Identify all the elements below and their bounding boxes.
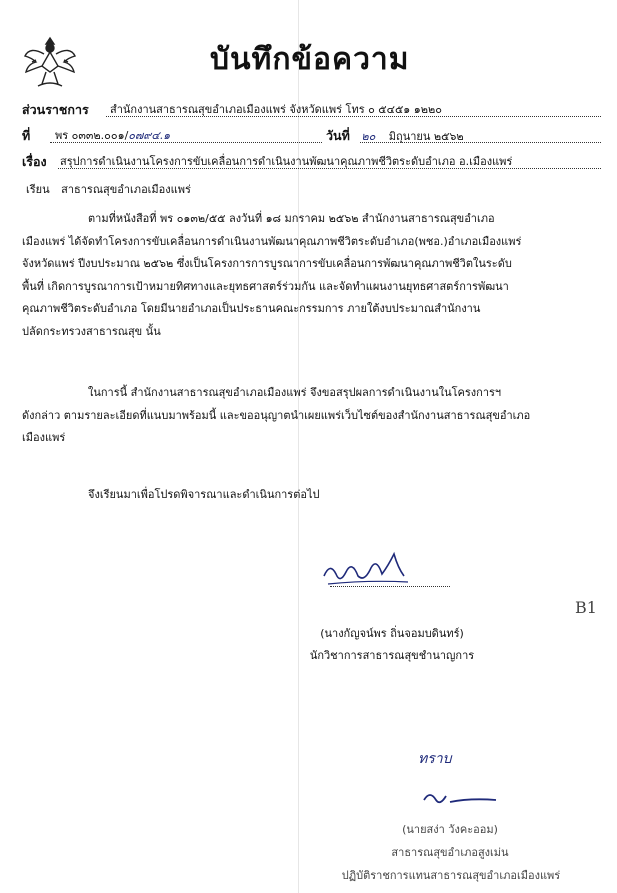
- signature-2-position-2: ปฏิบัติราชการแทนสาธารณสุขอำเภอเมืองแพร่: [341, 869, 561, 882]
- signature-2-name: (นายสง่า วังคะออม): [402, 823, 498, 836]
- to-value: สาธารณสุขอำเภอเมืองแพร่: [61, 183, 191, 196]
- paragraph-1-line: จังหวัดแพร่ ปีงบประมาณ ๒๕๖๒ ซึ่งเป็นโครงการการบูรณาการขับเคลื่อนการพัฒนาคุณภาพชีวิตในระดับ: [22, 257, 512, 270]
- paragraph-1-line: ปลัดกระทรวงสาธารณสุข นั้น: [22, 324, 161, 338]
- paragraph-1-line: เมืองแพร่ ได้จัดทำโครงการขับเคลื่อนการดำเนินงานพัฒนาคุณภาพชีวิตระดับอำเภอ(พชอ.)อำเภอเมืองแพร่: [22, 234, 522, 248]
- margin-note: B1: [575, 598, 597, 617]
- signature-2-position-1: สาธารณสุขอำเภอสูงเม่น: [391, 846, 509, 859]
- paragraph-1-line: พื้นที่ เกิดการบูรณาการเป้าหมายทิศทางและยุทธศาสตร์ร่วมกัน และจัดทำแผนงานยุทธศาสตร์การพัฒนา: [22, 279, 509, 293]
- date-label: วันที่: [326, 128, 350, 143]
- signature-1-position: นักวิชาการสาธารณสุขชำนาญการ: [309, 649, 475, 662]
- signature-1-scribble: [318, 546, 428, 590]
- subject-label: เรื่อง: [22, 154, 47, 169]
- garuda-emblem-icon: [22, 32, 78, 92]
- subject-value: สรุปการดำเนินงานโครงการขับเคลื่อนการดำเนินงานพัฒนาคุณภาพชีวิตระดับอำเภอ อ.เมืองแพร่: [60, 155, 513, 168]
- signature-1-name: (นางกัญจน์พร ถิ่นจอมบดินทร์): [320, 627, 464, 640]
- subject-underline: [58, 168, 601, 169]
- signature-2-scribble: [420, 786, 500, 810]
- date-underline: [360, 142, 601, 143]
- agency-label: ส่วนราชการ: [22, 102, 89, 117]
- paragraph-1-line: ตามที่หนังสือที่ พร ๐๑๓๒/๕๕ ลงวันที่ ๑๘ มกราคม ๒๕๖๒ สำนักงานสาธารณสุขอำเภอ: [88, 212, 495, 225]
- paragraph-2-line: เมืองแพร่: [22, 431, 66, 444]
- paragraph-2-line: ดังกล่าว ตามรายละเอียดที่แนบมาพร้อมนี้ และขออนุญาตนำเผยแพร่เว็บไซต์ของสำนักงานสาธารณสุขอำเภอ: [22, 408, 531, 422]
- paragraph-2-line: ในการนี้ สำนักงานสาธารณสุขอำเภอเมืองแพร่ จึงขอสรุปผลการดำเนินงานในโครงการฯ: [88, 386, 502, 399]
- to-label: เรียน: [26, 183, 50, 196]
- ref-underline: [50, 142, 322, 143]
- date-day: ๒๐: [361, 130, 376, 143]
- ref-value: พร ๐๓๓๒.๐๐๑/: [55, 129, 129, 142]
- ref-handwritten: ๐๗๙๔.๑: [128, 129, 171, 142]
- memo-title: บันทึกข้อความ: [210, 42, 410, 77]
- signature-1-line: [330, 586, 450, 587]
- agency-value: สำนักงานสาธารณสุขอำเภอเมืองแพร่ จังหวัดแพร่ โทร ๐ ๕๔๕๑ ๑๒๒๐: [110, 103, 442, 116]
- paragraph-1-line: คุณภาพชีวิตระดับอำเภอ โดยมีนายอำเภอเป็นประธานคณะกรรมการ ภายใต้งบประมาณสำนักงาน: [22, 302, 481, 315]
- paragraph-1: [22, 208, 521, 343]
- ref-label: ที่: [22, 128, 31, 143]
- closing-text: จึงเรียนมาเพื่อโปรดพิจารณาและดำเนินการต่อไป: [88, 488, 320, 501]
- date-month-year: มิถุนายน ๒๕๖๒: [388, 130, 464, 143]
- approval-note: ทราบ: [418, 751, 452, 767]
- paragraph-2: [22, 382, 530, 450]
- agency-underline: [106, 116, 601, 117]
